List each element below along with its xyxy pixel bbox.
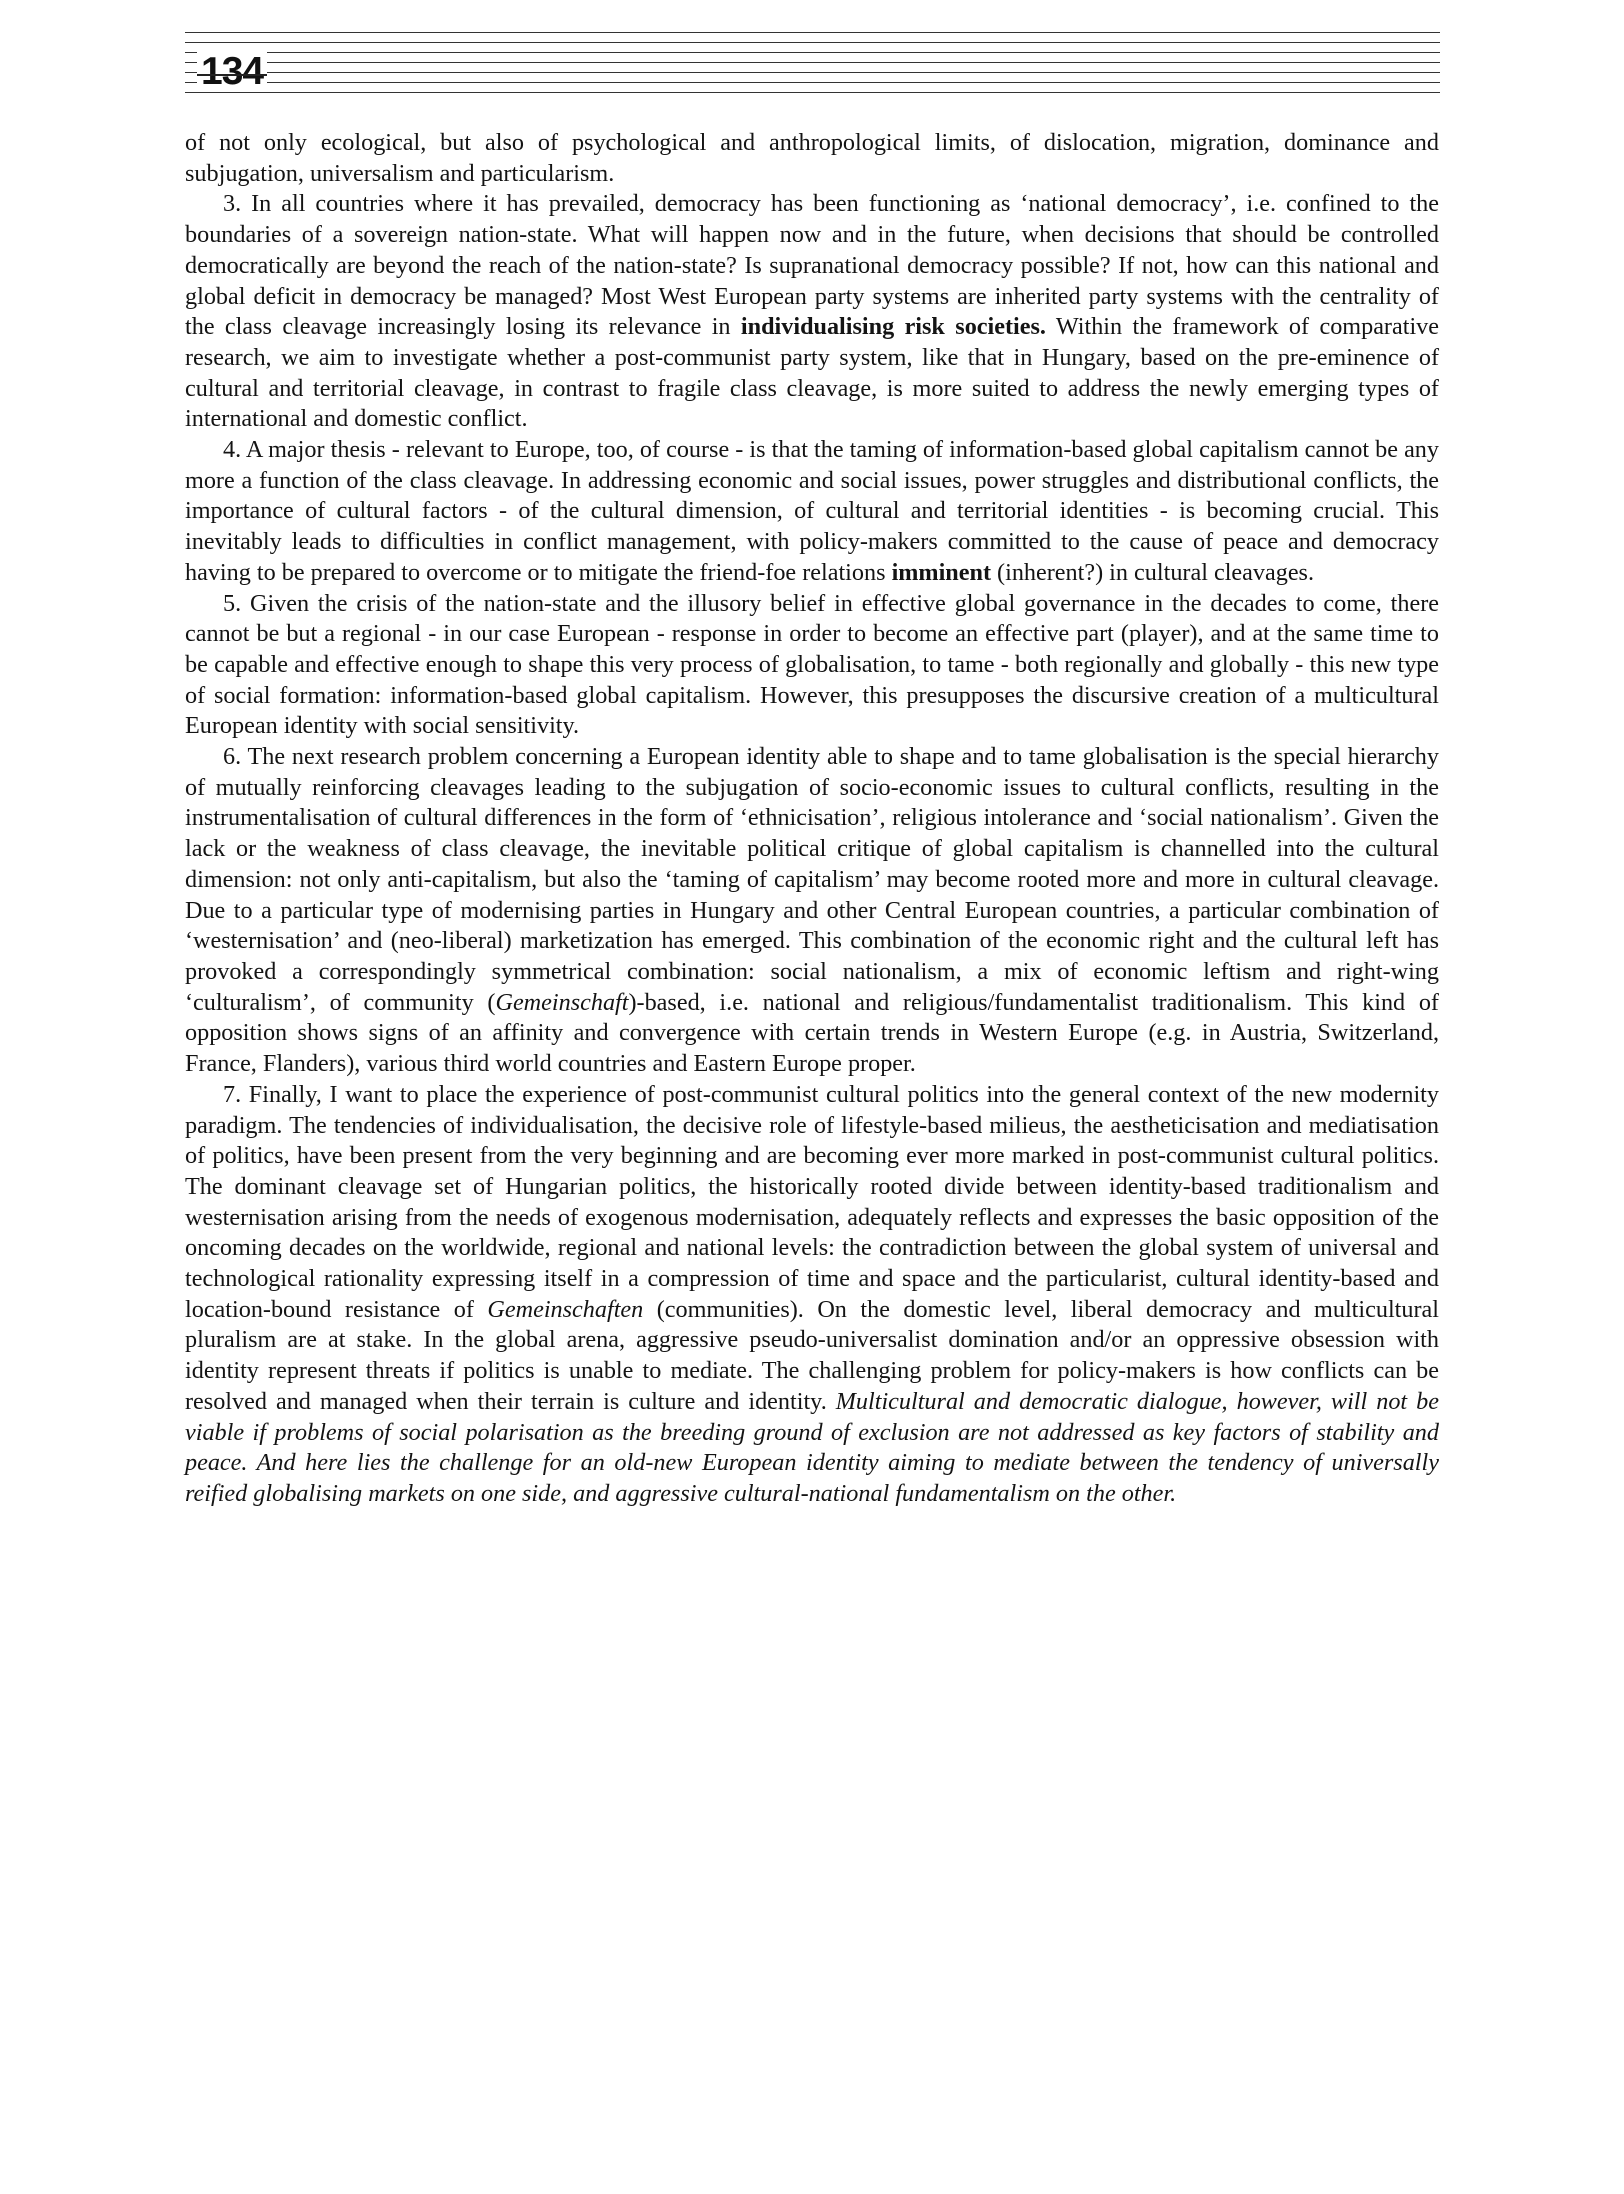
italic-conclusion: Multicultural and democratic dialogue, however, will not be viable if problems of social polarisation as the breeding ground of exclusion are not addressed as key factors of stability and peace. And here lies the challenge for an old-new European identity aiming to mediate between the tendency of universally reified globalising markets on one side, and aggressive cultural-national fundamentalism on the other. <box>185 1387 1440 1507</box>
paragraph-text: Given the crisis of the nation-state and the illusory belief in effective global governance in the decades to come, there cannot be but a regional - in our case European - response in order to become an effective part (player), and at the same time to be capable and effective enough to shape this very process of globalisation, to tame - both regionally and globally - this new type of social formation: information-based global capitalism. However, this presupposes the discursive creation of a multicultural European identity with social sensitivity. <box>185 589 1439 740</box>
paragraph-text: )-based, i.e. national and religious/fundamentalist traditionalism. This kind of opposition shows signs of an affinity and convergence with certain trends in Western Europe (e.g. in Austria, Switzerland, France, Flanders), various third world countries and Eastern Europe proper. <box>185 988 1439 1078</box>
paragraph-7 <box>185 1080 1439 1510</box>
paragraph-continuation <box>185 128 1439 189</box>
bold-term: imminent <box>891 558 991 586</box>
paragraph-text: of not only ecological, but also of psychological and anthropological limits, of dislocation, migration, dominance and subjugation, universalism and particularism. <box>185 129 1439 187</box>
italic-term: Gemeinschaft <box>495 988 629 1016</box>
paragraph-text: A major thesis - relevant to Europe, too, of course - is that the taming of information-based global capitalism cannot be any more a function of the class cleavage. In addressing economic and social issues, power struggles and distributional conflicts, the importance of cultural factors - of the cultural dimension, of cultural and territorial identities - is becoming crucial. This inevitably leads to difficulties in conflict management, with policy-makers committed to the cause of peace and democracy having to be prepared to overcome or to mitigate the friend-foe relations <box>185 436 1439 586</box>
header-rule <box>185 42 1440 43</box>
header-rule <box>185 92 1440 93</box>
body-text <box>185 128 1439 1510</box>
paragraph-5 <box>185 589 1439 743</box>
paragraph-text: The next research problem concerning a European identity able to shape and to tame globalisation is the special hierarchy of mutually reinforcing cleavages leading to the subjugation of socio-economic issues to cultural conflicts, resulting in the instrumentalisation of cultural differences in the form of ‘ethnicisation’, religious intolerance and ‘social nationalism’. Given the lack or the weakness of class cleavage, the inevitable political critique of global capitalism is channelled into the cultural dimension: not only anti-capitalism, but also the ‘taming of capitalism’ may become rooted more and more in cultural cleavage. Due to a particular type of modernising parties in Hungary and other Central European countries, a particular combination of ‘westernisation’ and (neo-liberal) marketization has emerged. This combination of the economic right and the cultural left has provoked a correspondingly symmetrical combination: social nationalism, a mix of economic leftism and right-wing ‘culturalism’, of community ( <box>185 743 1439 1016</box>
paragraph-text: (communities). On the domestic level, liberal democracy and multicultural pluralism are at stake. In the global arena, aggressive pseudo-universalist domination and/or an oppressive obsession with identity represent threats if politics is unable to mediate. The challenging problem for policy-makers is how conflicts can be resolved and managed when their terrain is culture and identity. <box>185 1295 1439 1415</box>
paragraph-number: 3. <box>223 190 242 218</box>
bold-term: individualising risk societies. <box>740 313 1046 341</box>
paragraph-number: 6. <box>223 743 242 771</box>
paragraph-number: 7. <box>223 1080 242 1108</box>
paragraph-text: Finally, I want to place the experience of post-communist cultural politics into the general context of the new modernity paradigm. The tendencies of individualisation, the decisive role of lifestyle-based milieus, the aestheticisation and mediatisation of politics, have been present from the very beginning and are becoming ever more marked in post-communist cultural politics. The dominant cleavage set of Hungarian politics, the historically rooted divide between identity-based traditionalism and westernisation arising from the needs of exogenous modernisation, adequately reflects and expresses the basic opposition of the oncoming decades on the worldwide, regional and national levels: the contradiction between the global system of universal and technological rationality expressing itself in a compression of time and space and the particularist, cultural identity-based and location-bound resistance of <box>185 1080 1439 1323</box>
paragraph-4 <box>185 435 1439 589</box>
header-rule <box>185 52 1440 53</box>
paragraph-text: (inherent?) in cultural cleavages. <box>991 558 1315 586</box>
header-rule <box>185 62 1440 63</box>
running-header <box>185 30 1440 100</box>
header-rule <box>185 82 1440 83</box>
italic-term: Gemeinschaften <box>487 1295 644 1323</box>
paragraph-text: In all countries where it has prevailed, democracy has been functioning as ‘national democracy’, i.e. confined to the boundaries of a sovereign nation-state. What will happen now and in the future, when decisions that should be controlled democratically are beyond the reach of the nation-state? Is supranational democracy possible? If not, how can this national and global deficit in democracy be managed? Most West European party systems are inherited party systems with the centrality of the class cleavage increasingly losing its relevance in <box>185 190 1439 341</box>
paragraph-number: 5. <box>223 589 242 617</box>
paragraph-6 <box>185 742 1439 1080</box>
header-rule <box>185 72 1440 73</box>
header-rule <box>185 32 1440 33</box>
paragraph-3 <box>185 189 1439 435</box>
page-number: 134 <box>197 52 267 92</box>
paragraph-text: Within the framework of comparative research, we aim to investigate whether a post-communist party system, like that in Hungary, based on the pre-eminence of cultural and territorial cleavage, in contrast to fragile class cleavage, is more suited to address the newly emerging types of international and domestic conflict. <box>185 313 1439 433</box>
paragraph-number: 4. <box>223 436 242 464</box>
